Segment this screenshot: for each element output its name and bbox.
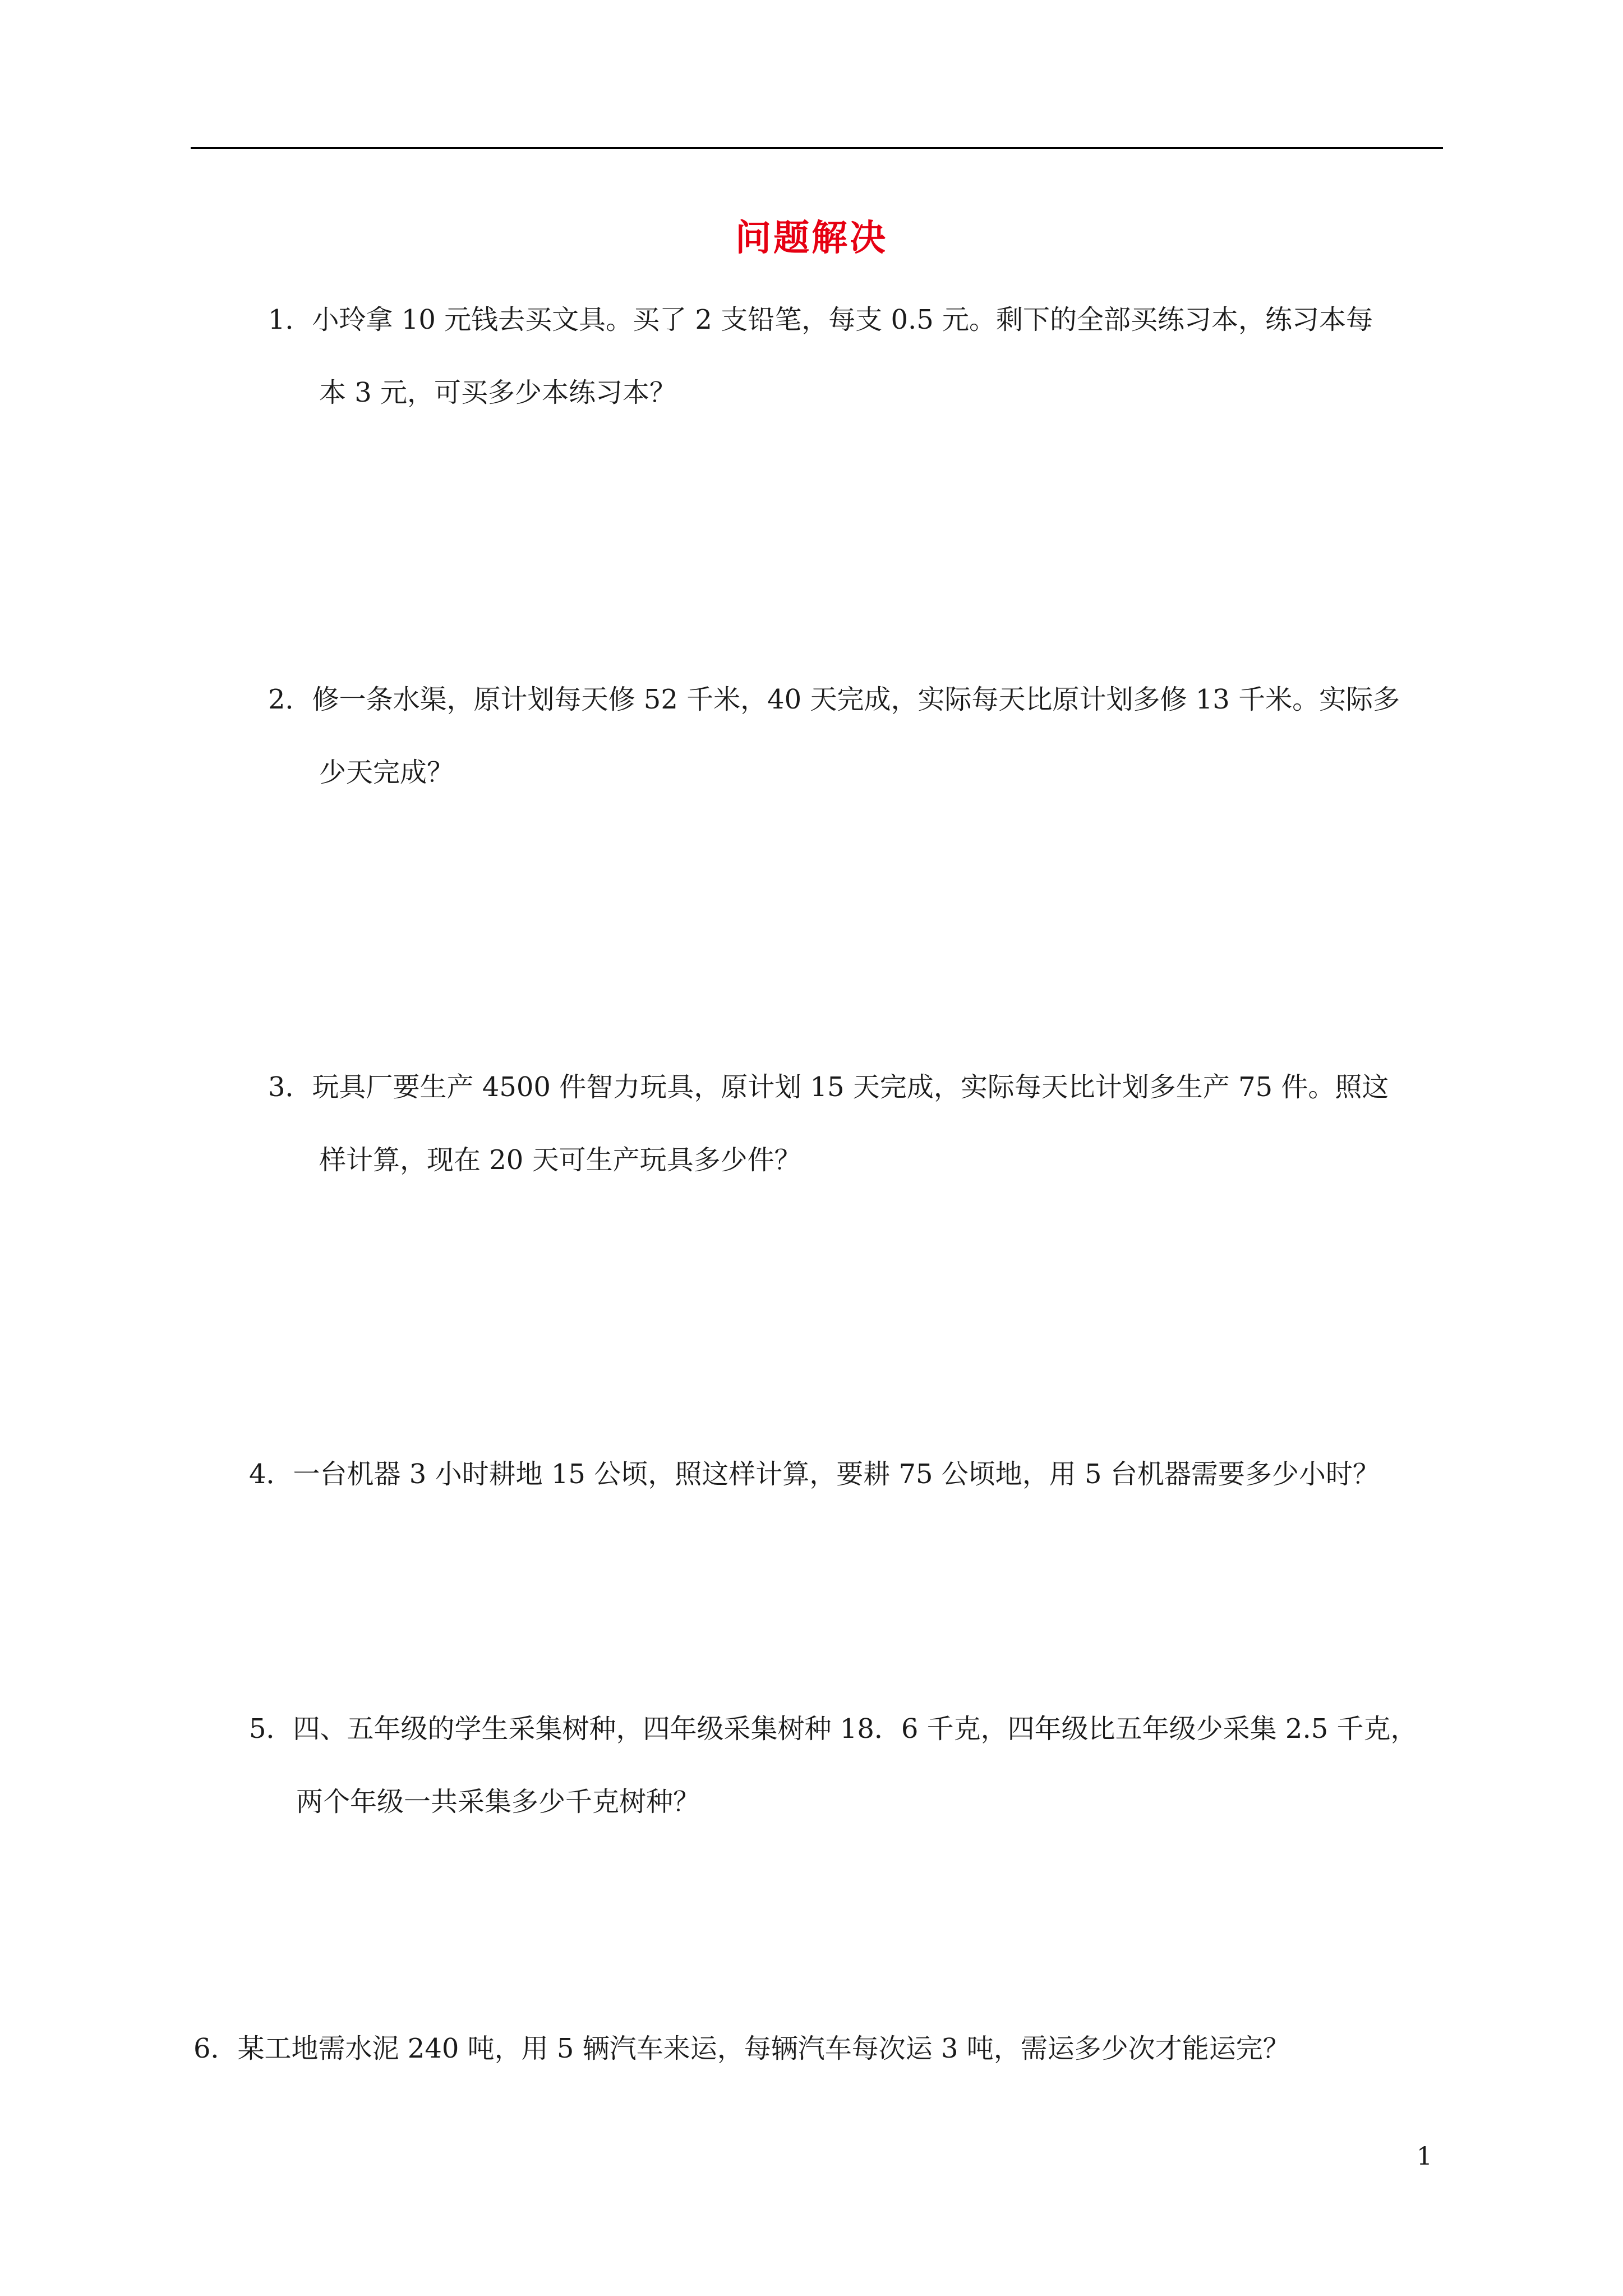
problem-4-line-1: 4．一台机器 3 小时耕地 15 公顷，照这样计算，要耕 75 公顷地，用 5 台机器需要多少小时？ — [249, 1458, 1380, 1490]
problem-6-line-1: 6．某工地需水泥 240 吨，用 5 辆汽车来运，每辆汽车每次运 3 吨，需运多少次才能运完？ — [193, 2033, 1290, 2064]
page-title: 问题解决 — [735, 217, 888, 259]
problem-5 — [249, 1692, 1418, 1838]
page-number: 1 — [1417, 2142, 1432, 2171]
problem-2-line-2: 少天完成？ — [319, 757, 454, 788]
problem-3 — [268, 1051, 1389, 1197]
problem-6 — [193, 2012, 1290, 2085]
problem-1-line-1: 1．小玲拿 10 元钱去买文具。买了 2 支铅笔，每支 0.5 元。剩下的全部买练习本，练习本每 — [268, 304, 1373, 335]
problem-3-line-1: 3．玩具厂要生产 4500 件智力玩具，原计划 15 天完成，实际每天比计划多生产 75 件。照这 — [268, 1071, 1389, 1103]
problem-5-line-2: 两个年级一共采集多少千克树种？ — [296, 1786, 700, 1818]
header-rule — [191, 147, 1443, 149]
problem-1 — [268, 283, 1373, 429]
problem-4 — [249, 1438, 1380, 1511]
problem-5-line-1: 5．四、五年级的学生采集树种，四年级采集树种 18．6 千克，四年级比五年级少采集 2.5 千克， — [249, 1713, 1418, 1745]
problem-1-line-2: 本 3 元，可买多少本练习本？ — [319, 377, 677, 408]
problem-2-line-1: 2．修一条水渠，原计划每天修 52 千米，40 天完成，实际每天比原计划多修 13 千米。实际多 — [268, 684, 1400, 715]
problem-2 — [268, 663, 1400, 809]
problem-3-line-2: 样计算，现在 20 天可生产玩具多少件？ — [319, 1144, 801, 1176]
